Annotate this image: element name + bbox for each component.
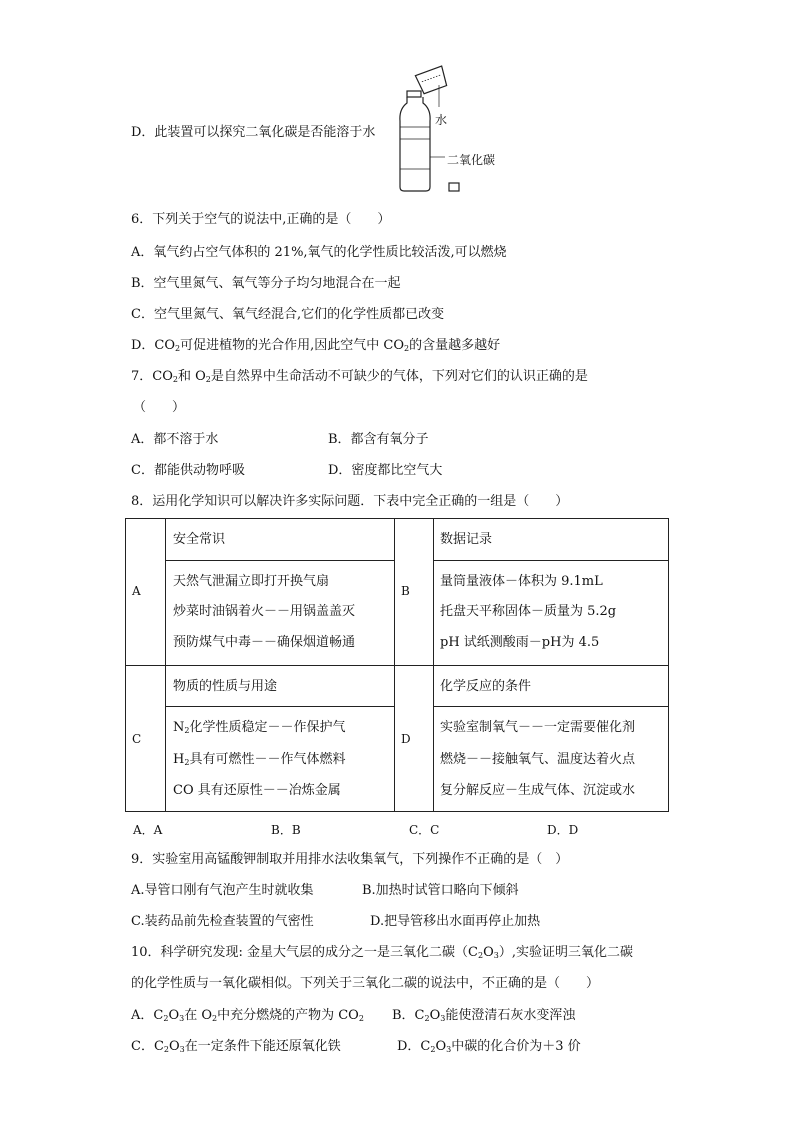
beaker-icon — [415, 66, 448, 94]
cell-d-line-2: 燃烧－－接触氧气、温度达着火点 — [440, 752, 636, 767]
q10-option-c: C．$C_2O_3$在一定条件下能还原氧化铁 — [131, 1039, 341, 1054]
q9-option-c: C.装药品前先检查装置的气密性 — [131, 914, 314, 929]
co2-solubility-apparatus — [395, 65, 505, 195]
q10-option-a: A．$C_2O_3$在 $O_2$中充分燃烧的产物为 $CO_2$ — [131, 1008, 364, 1023]
q7-option-d: D．密度都比空气大 — [328, 463, 443, 478]
q9-option-b: B.加热时试管口略向下倾斜 — [362, 883, 519, 898]
plastic-bottle-icon — [400, 91, 430, 191]
cell-a-title: 安全常识 — [173, 532, 226, 547]
cell-c-line-2: $H_2$具有可燃性－－作气体燃料 — [173, 752, 346, 767]
q7-answer-paren: （ ） — [133, 400, 186, 415]
cell-d-line-3: 复分解反应－生成气体、沉淀或水 — [440, 783, 636, 798]
cell-c-line-1: $N_2$化学性质稳定－－作保护气 — [173, 720, 346, 735]
cell-b-line-1: 量筒量液体－体积为 9.1mL — [440, 574, 603, 589]
figure-label-co2: 二氧化碳 — [447, 153, 496, 167]
q10-option-b: B．$C_2O_3$能使澄清石灰水变浑浊 — [392, 1008, 576, 1023]
q8-option-a: A．A — [133, 823, 163, 837]
q6-stem: 6．下列关于空气的说法中,正确的是（ ） — [131, 212, 391, 227]
cell-b-line-2: 托盘天平称固体－质量为 5.2g — [440, 604, 617, 619]
q7-option-a: A．都不溶于水 — [131, 432, 219, 447]
q8-stem: 8．运用化学知识可以解决许多实际问题．下表中完全正确的一组是（ ） — [131, 494, 569, 509]
q8-option-d: D．D — [547, 823, 579, 837]
q9-option-d: D.把导管移出水面再停止加热 — [370, 914, 541, 929]
q10-stem-line-2: 的化学性质与一氧化碳相似。下列关于三氧化二碳的说法中，不正确的是（ ） — [131, 976, 600, 991]
q7-stem: 7．$CO_2$和 $O_2$是自然界中生命活动不可缺少的气体，下列对它们的认识正确的是 — [131, 369, 588, 384]
cell-c-title: 物质的性质与用途 — [173, 679, 278, 694]
cell-d-line-1: 实验室制氧气－－一定需要催化剂 — [440, 720, 636, 735]
q7-option-b: B．都含有氧分子 — [328, 432, 429, 447]
cell-a-line-3: 预防煤气中毒－－确保烟道畅通 — [173, 635, 356, 650]
bottle-beaker-illustration — [395, 65, 505, 195]
q9-option-a: A.导管口刚有气泡产生时就收集 — [131, 883, 314, 898]
cell-a-line-1: 天然气泄漏立即打开换气扇 — [173, 574, 330, 589]
figure-label-water: 水 — [435, 113, 448, 127]
q8-table — [125, 518, 669, 812]
table-row-label-c: C — [132, 732, 142, 746]
q10-stem-line-1: 10．科学研究发现: 金星大气层的成分之一是三氧化二碳$(C_2O_3)$,实验证明三氧化二碳 — [131, 945, 634, 960]
table-row-label-d: D — [401, 732, 411, 746]
bottle-cap-icon — [449, 183, 459, 191]
cell-d-title: 化学反应的条件 — [440, 679, 532, 694]
cell-a-line-2: 炒菜时油锅着火－－用锅盖盖灭 — [173, 604, 356, 619]
cell-c-line-3: CO 具有还原性－－冶炼金属 — [173, 783, 341, 798]
q6-option-b: B．空气里氮气、氧气等分子均匀地混合在一起 — [131, 276, 401, 291]
q10-option-d: D．$C_2O_3$中碳的化合价为＋3 价 — [397, 1039, 581, 1054]
table-row-label-a: A — [132, 584, 141, 598]
q9-stem: 9．实验室用高锰酸钾制取并用排水法收集氧气，下列操作不正确的是（ ） — [131, 852, 569, 867]
q7-option-c: C．都能供动物呼吸 — [131, 463, 245, 478]
cell-b-title: 数据记录 — [440, 532, 493, 547]
q6-option-a: A．氧气约占空气体积的 21%,氧气的化学性质比较活泼,可以燃烧 — [131, 245, 507, 260]
q8-option-c: C．C — [409, 823, 440, 837]
q5-option-d: D．此装置可以探究二氧化碳是否能溶于水 — [131, 125, 376, 140]
cell-b-line-3: pH 试纸测酸雨－pH为 4.5 — [440, 635, 600, 650]
q6-option-c: C．空气里氮气、氧气经混合,它们的化学性质都已改变 — [131, 307, 445, 322]
q6-option-d: D．$CO_2$可促进植物的光合作用,因此空气中 $CO_2$的含量越多越好 — [131, 338, 501, 353]
table-row-label-b: B — [401, 584, 410, 598]
q8-option-b: B．B — [271, 823, 301, 837]
